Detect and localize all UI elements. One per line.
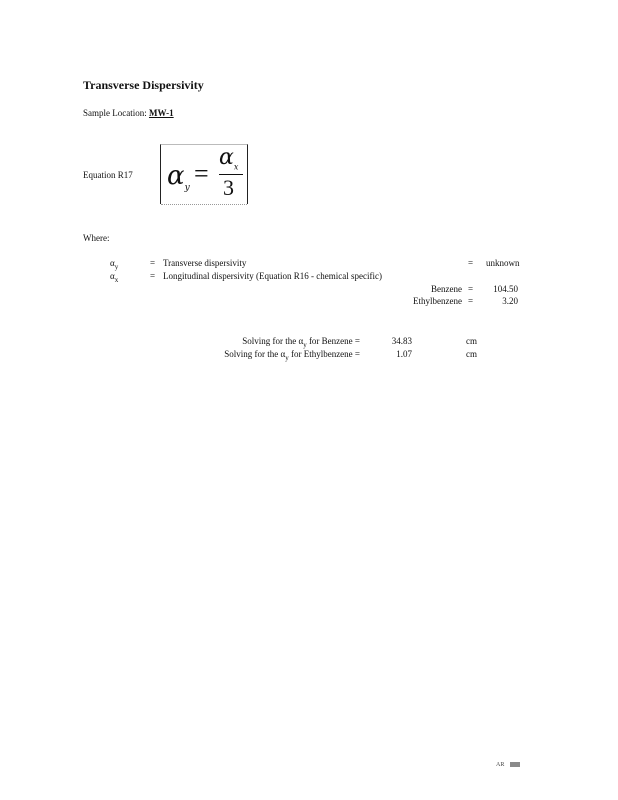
ax-symbol: $\alpha_x$ xyxy=(110,271,119,284)
equation-denominator: 3 xyxy=(223,175,234,200)
benzene-value: 104.50 xyxy=(493,284,518,294)
ethylbenzene-equals: = xyxy=(468,296,474,306)
sample-location xyxy=(83,108,174,118)
benzene-equals: = xyxy=(468,284,474,294)
ethylbenzene-label: Ethylbenzene xyxy=(413,296,462,306)
result-ethylbenzene-label: Solving for the $\alpha_y$ for Ethylbenzene = xyxy=(224,349,360,362)
ay-symbol: $\alpha_y$ xyxy=(110,258,119,271)
page-title: Transverse Dispersivity xyxy=(83,78,204,92)
ay-description: Transverse dispersivity xyxy=(163,258,247,268)
alpha-y-sub: y xyxy=(184,183,190,194)
ax-equals: = xyxy=(150,271,156,281)
result-benzene-unit: cm xyxy=(466,336,477,346)
chemical-row-benzene xyxy=(380,284,530,296)
footer-text: AR xyxy=(496,762,505,768)
result-benzene-value: 34.83 xyxy=(391,336,412,346)
ay-equals: = xyxy=(150,258,156,268)
equation-label: Equation R17 xyxy=(83,170,133,180)
result-row-benzene xyxy=(150,336,490,348)
alpha-x-symbol: α xyxy=(219,145,234,170)
equation-box-bottom xyxy=(161,203,247,205)
result-ethylbenzene-unit: cm xyxy=(466,349,477,359)
equation-equals: = xyxy=(194,159,209,188)
sample-location-label: Sample Location: xyxy=(83,108,147,118)
ethylbenzene-value: 3.20 xyxy=(502,296,518,306)
alpha-y-symbol: α xyxy=(167,161,185,191)
ax-description: Longitudinal dispersivity (Equation R16 - chemical specific) xyxy=(163,271,382,281)
footer-stamp xyxy=(496,762,520,768)
where-label: Where: xyxy=(83,233,110,243)
page-number-stamp xyxy=(510,762,520,767)
result-row-ethylbenzene xyxy=(150,349,490,361)
ay-value-equals: = xyxy=(468,258,474,268)
ay-value: unknown xyxy=(486,258,520,268)
benzene-label: Benzene xyxy=(431,284,462,294)
definition-row-ay xyxy=(110,258,530,270)
result-benzene-label: Solving for the $\alpha_y$ for Benzene = xyxy=(242,336,360,349)
sample-location-value: MW-1 xyxy=(148,108,174,118)
result-ethylbenzene-value: 1.07 xyxy=(396,349,412,359)
definition-row-ax xyxy=(110,271,530,283)
chemical-row-ethylbenzene xyxy=(380,296,530,308)
equation-numerator xyxy=(219,144,238,171)
equation-box xyxy=(160,144,248,204)
alpha-x-sub: x xyxy=(233,162,239,172)
equation-lhs xyxy=(167,161,190,193)
